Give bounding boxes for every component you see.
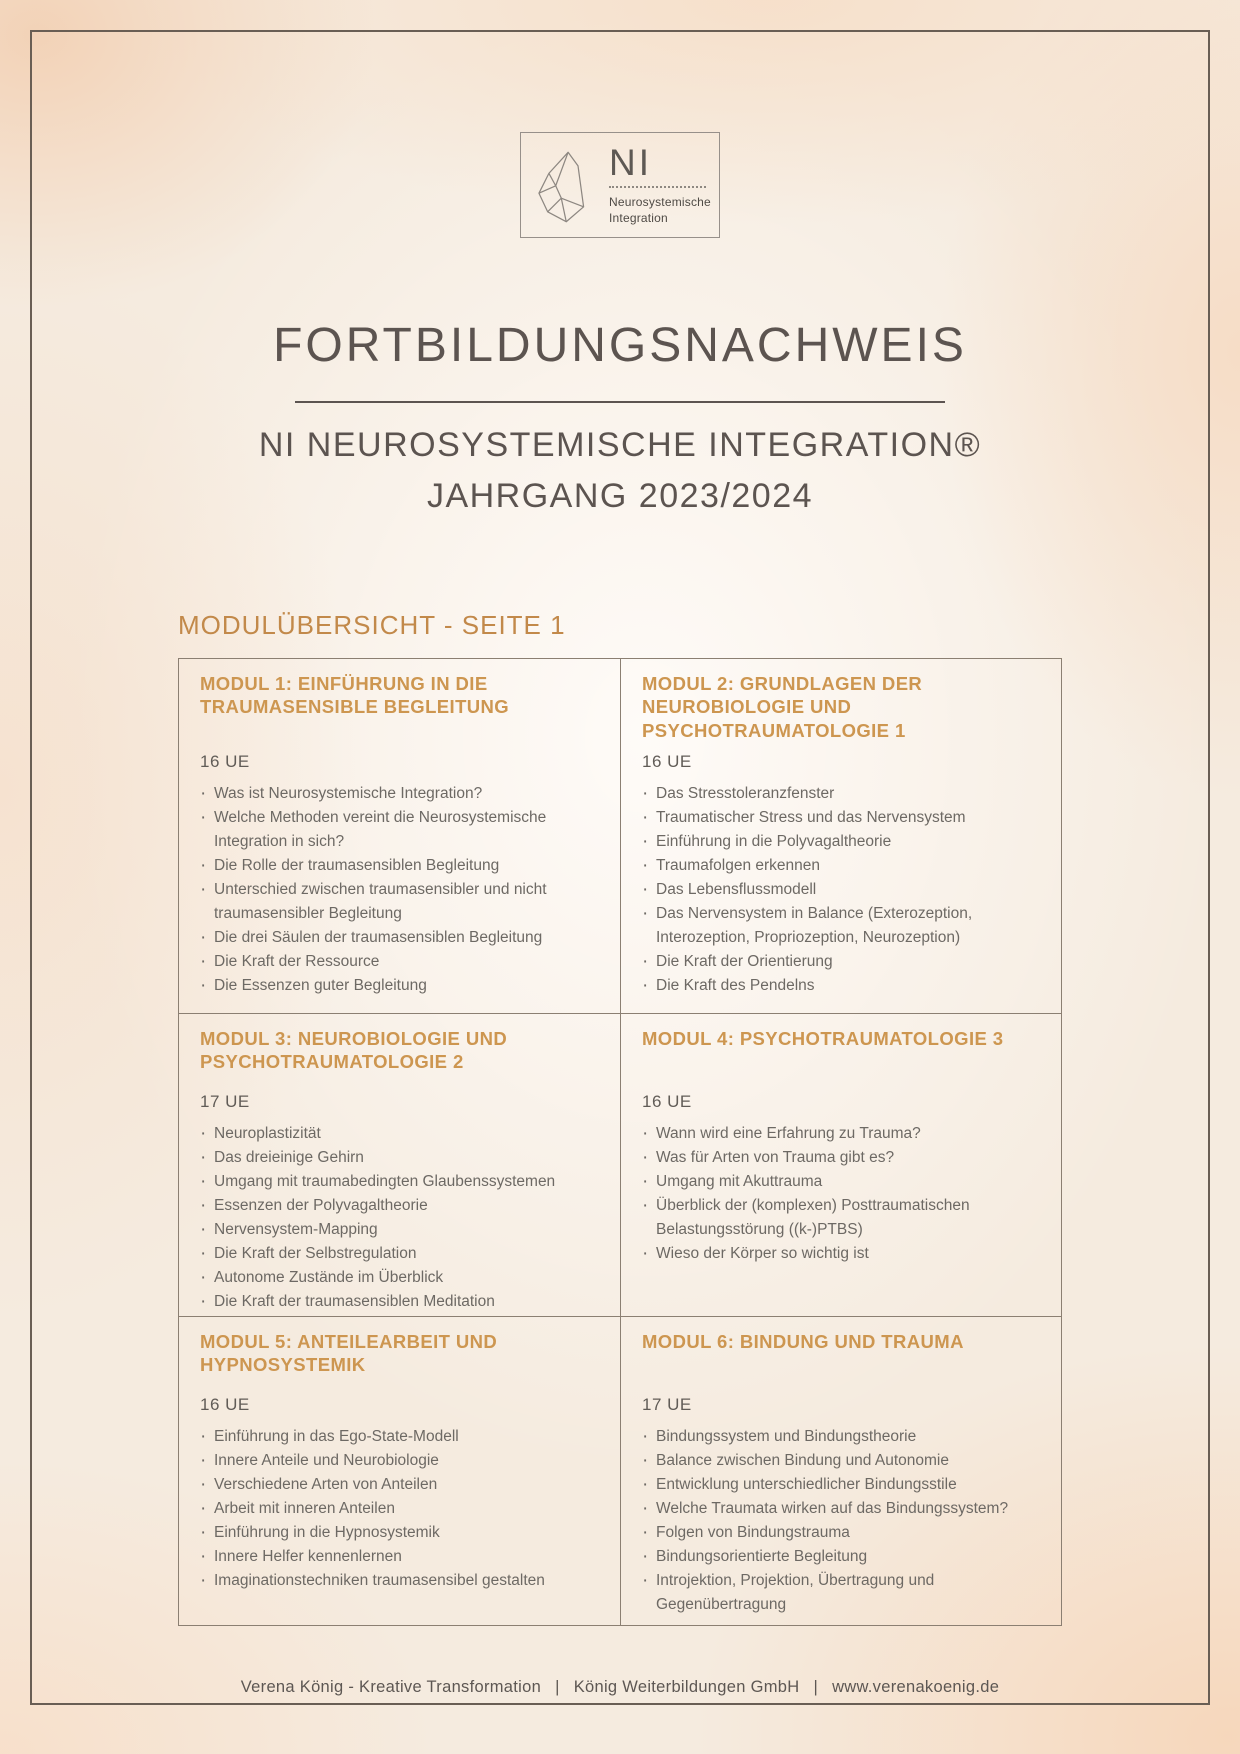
topic-text: Innere Helfer kennenlernen: [214, 1548, 402, 1565]
bullet-icon: ·: [200, 807, 207, 828]
topic-text: Die Essenzen guter Begleitung: [214, 977, 427, 994]
topic-item: [642, 806, 1042, 830]
bullet-icon: ·: [200, 1267, 207, 1288]
bullet-icon: ·: [642, 1147, 649, 1168]
bullet-icon: ·: [642, 1426, 649, 1447]
topic-text: Unterschied zwischen traumasensibler und nicht traumasensibler Begleitung: [214, 881, 547, 922]
subtitle-year: JAHRGANG 2023/2024: [426, 477, 814, 515]
module-hours: 17 UE: [642, 1395, 692, 1414]
topic-item: [642, 1194, 1042, 1242]
module-topic-list: [200, 1122, 601, 1314]
topic-text: Das Nervensystem in Balance (Exterozeption, Interozeption, Propriozeption, Neurozeption): [656, 905, 973, 946]
footer-separator: |: [813, 1678, 819, 1696]
bullet-icon: ·: [200, 927, 207, 948]
topic-text: Das Lebensflussmodell: [656, 881, 817, 898]
module-title: MODUL 2: GRUNDLAGEN DER NEUROBIOLOGIE UND PSYCHOTRAUMATOLOGIE 1: [642, 673, 923, 741]
module-cell: [179, 659, 620, 1013]
bullet-icon: ·: [642, 783, 649, 804]
logo-monogram: NI: [609, 141, 652, 183]
topic-text: Welche Traumata wirken auf das Bindungssystem?: [656, 1500, 1009, 1517]
topic-item: [642, 1497, 1042, 1521]
topic-item: [200, 1170, 601, 1194]
footer-item: Verena König - Kreative Transformation: [240, 1678, 542, 1696]
bullet-icon: ·: [642, 1522, 649, 1543]
topic-item: [642, 1170, 1042, 1194]
topic-item: [200, 974, 601, 998]
bullet-icon: ·: [642, 1243, 649, 1264]
module-hours: 17 UE: [200, 1092, 250, 1111]
topic-item: [200, 950, 601, 974]
bullet-icon: ·: [200, 1522, 207, 1543]
bullet-icon: ·: [200, 1243, 207, 1264]
topic-item: [200, 1521, 601, 1545]
topic-item: [200, 1122, 601, 1146]
topic-text: Introjektion, Projektion, Übertragung und Gegenübertragung: [656, 1572, 935, 1613]
topic-text: Die Kraft der traumasensiblen Meditation: [214, 1293, 495, 1310]
topic-text: Wieso der Körper so wichtig ist: [656, 1245, 869, 1262]
topic-text: Umgang mit Akuttrauma: [656, 1173, 823, 1190]
topic-item: [642, 1242, 1042, 1266]
topic-item: [642, 782, 1042, 806]
bullet-icon: ·: [642, 1474, 649, 1495]
footer: [0, 1678, 1240, 1697]
module-topic-list: [200, 1425, 601, 1593]
topic-text: Welche Methoden vereint die Neurosystemische Integration in sich?: [214, 809, 547, 850]
topic-text: Die Kraft des Pendelns: [656, 977, 815, 994]
topic-text: Was ist Neurosystemische Integration?: [214, 785, 483, 802]
topic-text: Das Stresstoleranzfenster: [656, 785, 835, 802]
topic-text: Traumatischer Stress und das Nervensystem: [656, 809, 966, 826]
bullet-icon: ·: [642, 951, 649, 972]
bullet-icon: ·: [200, 1219, 207, 1240]
logo-name-line2: Integration: [609, 210, 668, 225]
module-title: MODUL 5: ANTEILEARBEIT UND HYPNOSYSTEMIK: [200, 1331, 498, 1376]
module-title: MODUL 4: PSYCHOTRAUMATOLOGIE 3: [642, 1028, 1004, 1049]
topic-item: [642, 1146, 1042, 1170]
topic-item: [200, 878, 601, 926]
module-cell: [179, 1316, 620, 1625]
topic-text: Einführung in das Ego-State-Modell: [214, 1428, 459, 1445]
topic-item: [642, 830, 1042, 854]
bullet-icon: ·: [642, 1546, 649, 1567]
module-cell: [620, 1316, 1061, 1625]
topic-item: [642, 902, 1042, 950]
topic-item: [200, 1146, 601, 1170]
topic-text: Innere Anteile und Neurobiologie: [214, 1452, 439, 1469]
footer-separator: |: [555, 1678, 560, 1696]
topic-text: Nervensystem-Mapping: [214, 1221, 378, 1238]
topic-item: [642, 1449, 1042, 1473]
topic-item: [642, 854, 1042, 878]
logo-name-line1: Neurosystemische: [609, 194, 711, 209]
topic-item: [200, 1266, 601, 1290]
topic-text: Traumafolgen erkennen: [656, 857, 820, 874]
module-hours: 16 UE: [200, 1395, 250, 1414]
module-title: MODUL 3: NEUROBIOLOGIE UND PSYCHOTRAUMATOLOGIE 2: [200, 1028, 508, 1073]
topic-text: Bindungssystem und Bindungstheorie: [656, 1428, 917, 1445]
logo: [520, 132, 720, 238]
bullet-icon: ·: [642, 903, 649, 924]
bullet-icon: ·: [200, 1291, 207, 1312]
topic-text: Verschiedene Arten von Anteilen: [214, 1476, 438, 1493]
topic-text: Essenzen der Polyvagaltheorie: [214, 1197, 428, 1214]
title-divider: [295, 401, 945, 403]
topic-item: [200, 1218, 601, 1242]
logo-text-block: [609, 141, 711, 227]
topic-item: [200, 1449, 601, 1473]
module-topic-list: [200, 782, 601, 998]
bullet-icon: ·: [200, 1123, 207, 1144]
module-hours: 16 UE: [642, 1092, 692, 1111]
topic-text: Die Kraft der Selbstregulation: [214, 1245, 417, 1262]
module-topic-list: [642, 1425, 1042, 1617]
footer-item: König Weiterbildungen GmbH: [573, 1678, 800, 1696]
topic-item: [200, 854, 601, 878]
module-cell: [179, 1013, 620, 1316]
bullet-icon: ·: [642, 807, 649, 828]
bullet-icon: ·: [200, 1171, 207, 1192]
topic-item: [642, 878, 1042, 902]
topic-text: Umgang mit traumabedingten Glaubenssystemen: [214, 1173, 556, 1190]
module-hours: 16 UE: [200, 752, 250, 771]
bullet-icon: ·: [200, 951, 207, 972]
topic-text: Bindungsorientierte Begleitung: [656, 1548, 868, 1565]
bullet-icon: ·: [200, 1195, 207, 1216]
module-overview-table: [178, 658, 1062, 1626]
bullet-icon: ·: [200, 1474, 207, 1495]
bullet-icon: ·: [642, 855, 649, 876]
bullet-icon: ·: [642, 975, 649, 996]
section-heading: MODULÜBERSICHT - SEITE 1: [178, 610, 566, 640]
topic-text: Was für Arten von Trauma gibt es?: [656, 1149, 895, 1166]
bullet-icon: ·: [200, 1498, 207, 1519]
topic-item: [642, 974, 1042, 998]
bullet-icon: ·: [642, 1570, 649, 1591]
topic-text: Imaginationstechniken traumasensibel gestalten: [214, 1572, 545, 1589]
topic-item: [642, 1122, 1042, 1146]
topic-item: [200, 1194, 601, 1218]
topic-text: Die Rolle der traumasensiblen Begleitung: [214, 857, 500, 874]
logo-dotted-divider: [609, 186, 706, 188]
topic-text: Die drei Säulen der traumasensiblen Begleitung: [214, 929, 543, 946]
topic-item: [200, 1425, 601, 1449]
subtitle-program: NI NEUROSYSTEMISCHE INTEGRATION®: [258, 426, 982, 464]
topic-text: Die Kraft der Orientierung: [656, 953, 833, 970]
topic-item: [642, 1569, 1042, 1617]
bullet-icon: ·: [642, 1123, 649, 1144]
topic-text: Arbeit mit inneren Anteilen: [214, 1500, 395, 1517]
topic-item: [642, 950, 1042, 974]
bullet-icon: ·: [200, 879, 207, 900]
topic-text: Die Kraft der Ressource: [214, 953, 380, 970]
topic-item: [200, 782, 601, 806]
module-cell: [620, 1013, 1061, 1316]
bullet-icon: ·: [200, 1450, 207, 1471]
topic-text: Das dreieinige Gehirn: [214, 1149, 364, 1166]
bullet-icon: ·: [200, 975, 207, 996]
bullet-icon: ·: [200, 783, 207, 804]
topic-item: [642, 1545, 1042, 1569]
topic-item: [200, 1473, 601, 1497]
bullet-icon: ·: [642, 1195, 649, 1216]
bullet-icon: ·: [642, 1450, 649, 1471]
module-title: MODUL 6: BINDUNG UND TRAUMA: [642, 1331, 964, 1352]
bullet-icon: ·: [200, 1570, 207, 1591]
topic-text: Neuroplastizität: [214, 1125, 321, 1142]
topic-text: Autonome Zustände im Überblick: [214, 1269, 444, 1286]
topic-item: [642, 1473, 1042, 1497]
topic-item: [200, 1569, 601, 1593]
topic-item: [200, 1242, 601, 1266]
module-title: MODUL 1: EINFÜHRUNG IN DIE TRAUMASENSIBLE BEGLEITUNG: [200, 673, 510, 718]
topic-item: [642, 1521, 1042, 1545]
topic-item: [200, 926, 601, 950]
bullet-icon: ·: [200, 1147, 207, 1168]
topic-item: [200, 1497, 601, 1521]
topic-text: Entwicklung unterschiedlicher Bindungsstile: [656, 1476, 957, 1493]
topic-text: Folgen von Bindungstrauma: [656, 1524, 850, 1541]
bullet-icon: ·: [642, 879, 649, 900]
crystal-logo-icon: [534, 146, 596, 228]
bullet-icon: ·: [642, 1171, 649, 1192]
module-topic-list: [642, 782, 1042, 998]
bullet-icon: ·: [200, 1546, 207, 1567]
topic-item: [642, 1425, 1042, 1449]
module-topic-list: [642, 1122, 1042, 1266]
module-cell: [620, 659, 1061, 1013]
topic-item: [200, 1545, 601, 1569]
topic-text: Einführung in die Hypnosystemik: [214, 1524, 440, 1541]
topic-text: Einführung in die Polyvagaltheorie: [656, 833, 892, 850]
topic-text: Überblick der (komplexen) Posttraumatischen Belastungsstörung ((k-)PTBS): [656, 1197, 970, 1238]
topic-item: [200, 806, 601, 854]
topic-text: Wann wird eine Erfahrung zu Trauma?: [656, 1125, 921, 1142]
logo-name: [609, 194, 711, 227]
module-hours: 16 UE: [642, 752, 692, 771]
bullet-icon: ·: [642, 831, 649, 852]
topic-item: [200, 1290, 601, 1314]
page-title: FORTBILDUNGSNACHWEIS: [273, 319, 967, 372]
bullet-icon: ·: [200, 855, 207, 876]
bullet-icon: ·: [200, 1426, 207, 1447]
bullet-icon: ·: [642, 1498, 649, 1519]
footer-item: www.verenakoenig.de: [832, 1678, 1000, 1696]
topic-text: Balance zwischen Bindung und Autonomie: [656, 1452, 949, 1469]
